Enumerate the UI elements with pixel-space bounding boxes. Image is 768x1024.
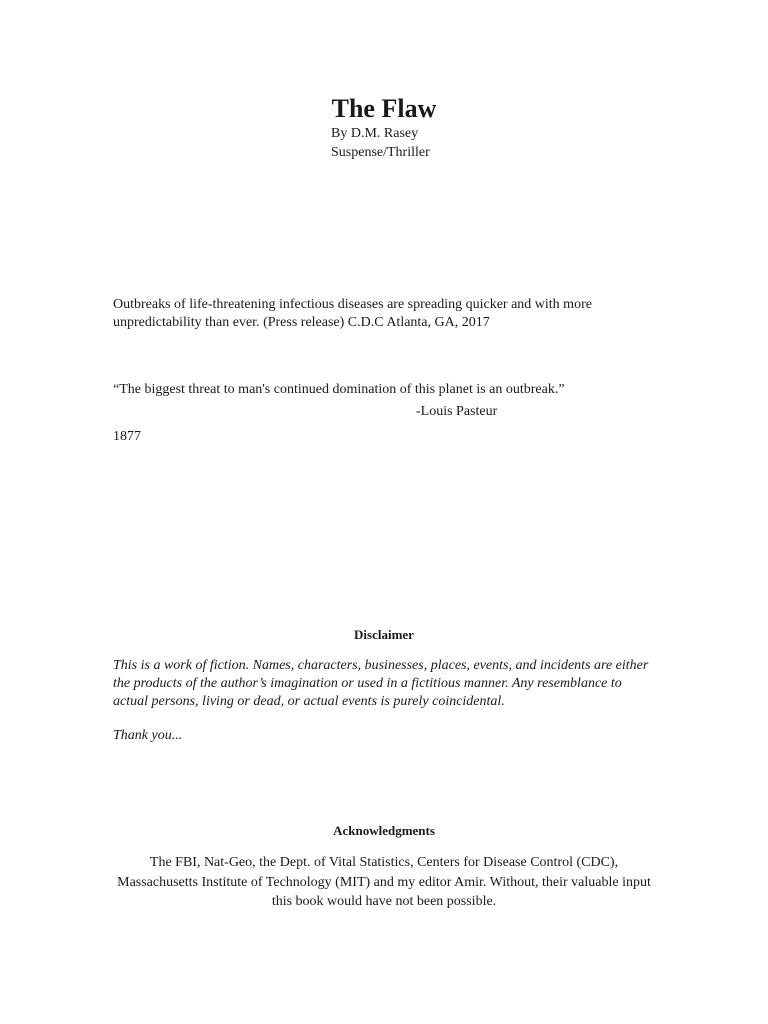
genre-label: Suspense/Thriller	[331, 145, 430, 160]
epigraph-quote: “The biggest threat to man's continued domination of this planet is an outbreak.”	[113, 382, 565, 397]
disclaimer-text: This is a work of fiction. Names, characters, businesses, places, events, and incidents are either the products of the author’s imagination or used in a fictitious manner. Any resemblance to actual persons, living or dead, or actual events is purely coincidental.	[113, 658, 649, 709]
quote-year: 1877	[113, 429, 141, 444]
book-title: The Flaw	[331, 94, 437, 123]
thank-you-text: Thank you...	[113, 728, 183, 743]
author-byline: By D.M. Rasey	[331, 126, 419, 141]
press-release-paragraph: Outbreaks of life-threatening infectious diseases are spreading quicker and with more unpredictability than ever. (Press release) C.D.C Atlanta, GA, 2017	[113, 297, 592, 330]
disclaimer-heading: Disclaimer	[354, 627, 414, 642]
acknowledgments-text: The FBI, Nat-Geo, the Dept. of Vital Statistics, Centers for Disease Control (CDC), Massachusetts Institute of Technology (MIT) and my editor Amir. Without, their valuable input this book would have not been possible.	[117, 855, 651, 909]
quote-attribution: -Louis Pasteur	[416, 404, 498, 419]
acknowledgments-heading: Acknowledgments	[333, 823, 435, 838]
